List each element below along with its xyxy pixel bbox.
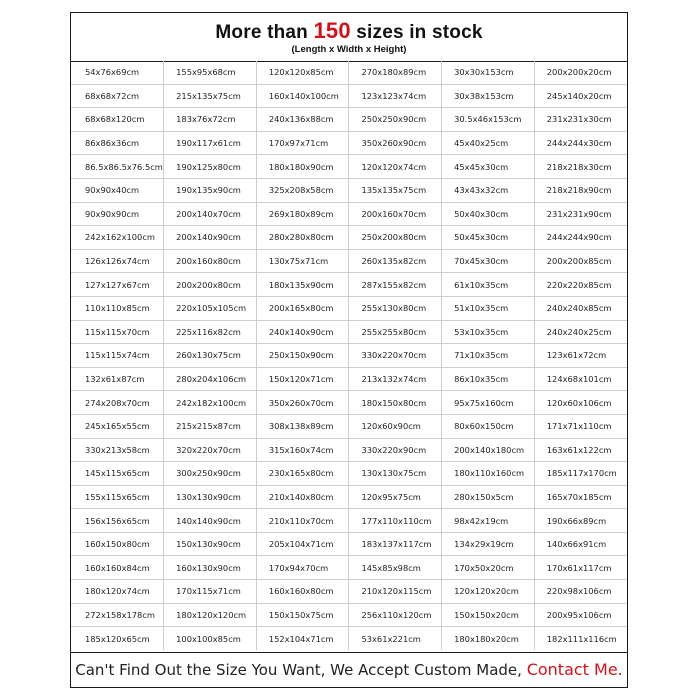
table-row xyxy=(71,485,627,509)
size-chart-header xyxy=(71,13,627,62)
table-cell: 260x130x75cm xyxy=(164,344,257,368)
table-cell: 210x140x80cm xyxy=(256,485,349,509)
table-cell: 155x95x68cm xyxy=(164,61,257,84)
table-cell: 130x75x71cm xyxy=(256,249,349,273)
table-cell: 200x95x106cm xyxy=(534,603,627,627)
sizes-table-body xyxy=(71,61,627,650)
page-subtitle: (Length x Width x Height) xyxy=(291,44,407,55)
table-cell: 145x115x65cm xyxy=(71,462,164,486)
table-row xyxy=(71,580,627,604)
table-cell: 160x150x80cm xyxy=(71,532,164,556)
table-cell: 90x90x40cm xyxy=(71,178,164,202)
table-cell: 51x10x35cm xyxy=(442,296,535,320)
table-cell: 124x68x101cm xyxy=(534,367,627,391)
table-cell: 270x180x89cm xyxy=(349,61,442,84)
table-cell: 240x240x25cm xyxy=(534,320,627,344)
table-cell: 54x76x69cm xyxy=(71,61,164,84)
table-row xyxy=(71,155,627,179)
table-cell: 150x150x75cm xyxy=(256,603,349,627)
title-suffix: sizes in stock xyxy=(350,22,483,43)
table-cell: 90x90x90cm xyxy=(71,202,164,226)
table-row xyxy=(71,84,627,108)
table-row xyxy=(71,344,627,368)
table-cell: 185x117x170cm xyxy=(534,462,627,486)
table-cell: 145x85x98cm xyxy=(349,556,442,580)
table-cell: 200x140x70cm xyxy=(164,202,257,226)
table-cell: 30.5x46x153cm xyxy=(442,108,535,132)
table-cell: 120x120x20cm xyxy=(442,580,535,604)
table-cell: 215x135x75cm xyxy=(164,84,257,108)
table-row xyxy=(71,556,627,580)
table-cell: 315x160x74cm xyxy=(256,438,349,462)
table-row xyxy=(71,603,627,627)
table-cell: 130x130x75cm xyxy=(349,462,442,486)
table-cell: 244x244x90cm xyxy=(534,226,627,250)
table-cell: 170x94x70cm xyxy=(256,556,349,580)
contact-me-link[interactable]: Contact Me. xyxy=(526,660,623,679)
table-cell: 45x45x30cm xyxy=(442,155,535,179)
table-cell: 177x110x110cm xyxy=(349,509,442,533)
table-cell: 50x40x30cm xyxy=(442,202,535,226)
table-cell: 190x135x90cm xyxy=(164,178,257,202)
table-cell: 269x180x89cm xyxy=(256,202,349,226)
table-cell: 300x250x90cm xyxy=(164,462,257,486)
table-cell: 200x200x80cm xyxy=(164,273,257,297)
table-cell: 255x130x80cm xyxy=(349,296,442,320)
table-cell: 220x220x85cm xyxy=(534,273,627,297)
table-cell: 170x115x71cm xyxy=(164,580,257,604)
table-cell: 53x10x35cm xyxy=(442,320,535,344)
table-cell: 115x115x74cm xyxy=(71,344,164,368)
table-cell: 218x218x90cm xyxy=(534,178,627,202)
table-cell: 250x200x80cm xyxy=(349,226,442,250)
table-cell: 45x40x25cm xyxy=(442,131,535,155)
table-cell: 160x160x80cm xyxy=(256,580,349,604)
table-cell: 200x200x85cm xyxy=(534,249,627,273)
table-cell: 350x260x70cm xyxy=(256,391,349,415)
table-cell: 160x160x84cm xyxy=(71,556,164,580)
table-cell: 86.5x86.5x76.5cm xyxy=(71,155,164,179)
table-cell: 190x66x89cm xyxy=(534,509,627,533)
table-cell: 156x156x65cm xyxy=(71,509,164,533)
table-cell: 50x45x30cm xyxy=(442,226,535,250)
table-cell: 180x180x90cm xyxy=(256,155,349,179)
table-cell: 134x29x19cm xyxy=(442,532,535,556)
table-cell: 71x10x35cm xyxy=(442,344,535,368)
table-cell: 140x140x90cm xyxy=(164,509,257,533)
table-cell: 274x208x70cm xyxy=(71,391,164,415)
table-cell: 120x120x85cm xyxy=(256,61,349,84)
size-chart xyxy=(70,12,628,688)
table-cell: 213x132x74cm xyxy=(349,367,442,391)
table-cell: 135x135x75cm xyxy=(349,178,442,202)
table-row xyxy=(71,273,627,297)
table-cell: 30x38x153cm xyxy=(442,84,535,108)
table-cell: 70x45x30cm xyxy=(442,249,535,273)
table-row xyxy=(71,414,627,438)
table-cell: 280x280x80cm xyxy=(256,226,349,250)
table-cell: 123x61x72cm xyxy=(534,344,627,368)
table-cell: 200x160x70cm xyxy=(349,202,442,226)
table-cell: 80x60x150cm xyxy=(442,414,535,438)
table-row xyxy=(71,627,627,650)
table-cell: 43x43x32cm xyxy=(442,178,535,202)
table-row xyxy=(71,61,627,84)
table-cell: 200x165x80cm xyxy=(256,296,349,320)
table-cell: 200x200x20cm xyxy=(534,61,627,84)
table-cell: 180x180x20cm xyxy=(442,627,535,650)
table-cell: 160x130x90cm xyxy=(164,556,257,580)
table-cell: 152x104x71cm xyxy=(256,627,349,650)
table-cell: 180x110x160cm xyxy=(442,462,535,486)
table-cell: 240x240x85cm xyxy=(534,296,627,320)
table-cell: 160x140x100cm xyxy=(256,84,349,108)
table-cell: 182x111x116cm xyxy=(534,627,627,650)
table-cell: 120x95x75cm xyxy=(349,485,442,509)
table-cell: 123x123x74cm xyxy=(349,84,442,108)
table-cell: 330x220x90cm xyxy=(349,438,442,462)
table-cell: 140x66x91cm xyxy=(534,532,627,556)
page-title xyxy=(71,18,627,44)
table-row xyxy=(71,108,627,132)
table-cell: 225x116x82cm xyxy=(164,320,257,344)
table-cell: 220x105x105cm xyxy=(164,296,257,320)
table-cell: 150x120x71cm xyxy=(256,367,349,391)
table-cell: 171x71x110cm xyxy=(534,414,627,438)
table-row xyxy=(71,202,627,226)
table-cell: 165x70x185cm xyxy=(534,485,627,509)
table-cell: 245x165x55cm xyxy=(71,414,164,438)
table-cell: 240x140x90cm xyxy=(256,320,349,344)
table-row xyxy=(71,391,627,415)
table-cell: 200x160x80cm xyxy=(164,249,257,273)
table-cell: 250x250x90cm xyxy=(349,108,442,132)
table-cell: 260x135x82cm xyxy=(349,249,442,273)
table-cell: 120x60x106cm xyxy=(534,391,627,415)
table-cell: 127x127x67cm xyxy=(71,273,164,297)
table-cell: 308x138x89cm xyxy=(256,414,349,438)
title-number: 150 xyxy=(313,18,351,43)
table-row xyxy=(71,226,627,250)
table-cell: 68x68x72cm xyxy=(71,84,164,108)
table-cell: 245x140x20cm xyxy=(534,84,627,108)
table-cell: 190x117x61cm xyxy=(164,131,257,155)
table-cell: 242x162x100cm xyxy=(71,226,164,250)
table-cell: 350x260x90cm xyxy=(349,131,442,155)
table-cell: 86x86x36cm xyxy=(71,131,164,155)
table-row xyxy=(71,509,627,533)
table-cell: 240x136x88cm xyxy=(256,108,349,132)
table-cell: 242x182x100cm xyxy=(164,391,257,415)
table-cell: 244x244x30cm xyxy=(534,131,627,155)
table-cell: 132x61x87cm xyxy=(71,367,164,391)
footer-banner xyxy=(71,652,627,687)
table-cell: 126x126x74cm xyxy=(71,249,164,273)
table-cell: 61x10x35cm xyxy=(442,273,535,297)
table-cell: 280x204x106cm xyxy=(164,367,257,391)
table-cell: 256x110x120cm xyxy=(349,603,442,627)
table-row xyxy=(71,131,627,155)
table-cell: 68x68x120cm xyxy=(71,108,164,132)
table-row xyxy=(71,438,627,462)
table-row xyxy=(71,532,627,556)
table-cell: 163x61x122cm xyxy=(534,438,627,462)
table-cell: 115x115x70cm xyxy=(71,320,164,344)
table-cell: 330x220x70cm xyxy=(349,344,442,368)
table-cell: 110x110x85cm xyxy=(71,296,164,320)
table-cell: 150x150x20cm xyxy=(442,603,535,627)
table-cell: 330x213x58cm xyxy=(71,438,164,462)
table-cell: 180x150x80cm xyxy=(349,391,442,415)
table-cell: 210x120x115cm xyxy=(349,580,442,604)
footer-text: Can't Find Out the Size You Want, We Accept Custom Made, xyxy=(75,661,527,679)
table-cell: 185x120x65cm xyxy=(71,627,164,650)
table-cell: 287x155x82cm xyxy=(349,273,442,297)
table-row xyxy=(71,249,627,273)
table-cell: 231x231x30cm xyxy=(534,108,627,132)
table-cell: 120x60x90cm xyxy=(349,414,442,438)
table-cell: 183x137x117cm xyxy=(349,532,442,556)
table-cell: 86x10x35cm xyxy=(442,367,535,391)
table-cell: 320x220x70cm xyxy=(164,438,257,462)
table-cell: 183x76x72cm xyxy=(164,108,257,132)
table-cell: 180x120x74cm xyxy=(71,580,164,604)
table-cell: 170x50x20cm xyxy=(442,556,535,580)
table-row xyxy=(71,462,627,486)
table-cell: 200x140x90cm xyxy=(164,226,257,250)
table-cell: 250x150x90cm xyxy=(256,344,349,368)
table-cell: 218x218x30cm xyxy=(534,155,627,179)
table-cell: 130x130x90cm xyxy=(164,485,257,509)
table-cell: 205x104x71cm xyxy=(256,532,349,556)
table-row xyxy=(71,367,627,391)
table-cell: 100x100x85cm xyxy=(164,627,257,650)
table-row xyxy=(71,320,627,344)
table-cell: 155x115x65cm xyxy=(71,485,164,509)
table-cell: 95x75x160cm xyxy=(442,391,535,415)
table-cell: 53x61x221cm xyxy=(349,627,442,650)
table-cell: 215x215x87cm xyxy=(164,414,257,438)
table-cell: 30x30x153cm xyxy=(442,61,535,84)
table-cell: 170x61x117cm xyxy=(534,556,627,580)
table-cell: 180x120x120cm xyxy=(164,603,257,627)
table-row xyxy=(71,296,627,320)
table-cell: 272x158x178cm xyxy=(71,603,164,627)
table-cell: 200x140x180cm xyxy=(442,438,535,462)
table-cell: 255x255x80cm xyxy=(349,320,442,344)
table-cell: 325x208x58cm xyxy=(256,178,349,202)
table-row xyxy=(71,178,627,202)
table-cell: 230x165x80cm xyxy=(256,462,349,486)
table-cell: 98x42x19cm xyxy=(442,509,535,533)
table-cell: 231x231x90cm xyxy=(534,202,627,226)
table-cell: 170x97x71cm xyxy=(256,131,349,155)
table-cell: 180x135x90cm xyxy=(256,273,349,297)
sizes-table xyxy=(71,61,627,650)
title-prefix: More than xyxy=(215,22,314,43)
table-cell: 220x98x106cm xyxy=(534,580,627,604)
table-cell: 190x125x80cm xyxy=(164,155,257,179)
table-cell: 210x110x70cm xyxy=(256,509,349,533)
table-cell: 150x130x90cm xyxy=(164,532,257,556)
table-cell: 280x150x5cm xyxy=(442,485,535,509)
table-cell: 120x120x74cm xyxy=(349,155,442,179)
